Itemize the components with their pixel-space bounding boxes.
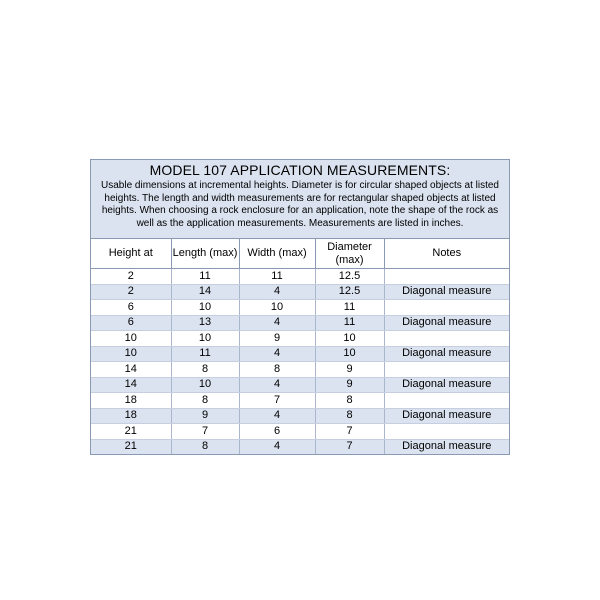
cell-length: 10: [171, 377, 239, 393]
measurements-sheet: [90, 159, 510, 455]
cell-length: 9: [171, 408, 239, 424]
table-row: [91, 284, 509, 300]
table-row: [91, 362, 509, 378]
cell-diameter: 8: [315, 408, 384, 424]
table-description: Usable dimensions at incremental heights. Diameter is for circular shaped objects at listed heights. The length and width measurements are for rectangular shaped objects at listed heights. When choosing a rock enclosure for an application, note the shape of the rock as well as the application measurements. Measurements are listed in inches.: [101, 180, 499, 229]
cell-width: 4: [239, 284, 315, 300]
cell-width: 4: [239, 346, 315, 362]
cell-notes: [384, 362, 509, 378]
cell-notes: [384, 331, 509, 347]
cell-length: 8: [171, 362, 239, 378]
cell-notes: [384, 393, 509, 409]
cell-height: 14: [91, 377, 171, 393]
table-row: [91, 424, 509, 440]
cell-height: 10: [91, 331, 171, 347]
cell-width: 9: [239, 331, 315, 347]
cell-width: 6: [239, 424, 315, 440]
cell-length: 8: [171, 439, 239, 454]
table-row: [91, 269, 509, 285]
column-header-length: Length (max): [171, 239, 239, 269]
cell-height: 14: [91, 362, 171, 378]
cell-height: 18: [91, 393, 171, 409]
table-row: [91, 408, 509, 424]
cell-width: 10: [239, 300, 315, 316]
cell-diameter: 11: [315, 300, 384, 316]
cell-height: 10: [91, 346, 171, 362]
cell-width: 4: [239, 315, 315, 331]
cell-notes: Diagonal measure: [384, 408, 509, 424]
table-row: [91, 331, 509, 347]
table-row: [91, 393, 509, 409]
cell-width: 4: [239, 439, 315, 454]
cell-notes: [384, 424, 509, 440]
cell-length: 7: [171, 424, 239, 440]
cell-notes: Diagonal measure: [384, 346, 509, 362]
cell-notes: Diagonal measure: [384, 284, 509, 300]
cell-notes: [384, 269, 509, 285]
cell-diameter: 10: [315, 346, 384, 362]
cell-notes: [384, 300, 509, 316]
column-header-notes: Notes: [384, 239, 509, 269]
cell-length: 11: [171, 346, 239, 362]
column-header-diameter: Diameter (max): [315, 239, 384, 269]
table-row: [91, 315, 509, 331]
cell-width: 4: [239, 377, 315, 393]
cell-notes: Diagonal measure: [384, 439, 509, 454]
cell-length: 10: [171, 300, 239, 316]
column-header-height: Height at: [91, 239, 171, 269]
cell-length: 13: [171, 315, 239, 331]
cell-width: 8: [239, 362, 315, 378]
cell-height: 2: [91, 284, 171, 300]
cell-diameter: 9: [315, 362, 384, 378]
cell-diameter: 8: [315, 393, 384, 409]
cell-height: 2: [91, 269, 171, 285]
cell-height: 18: [91, 408, 171, 424]
cell-width: 7: [239, 393, 315, 409]
table-title: MODEL 107 APPLICATION MEASUREMENTS:: [149, 162, 451, 178]
header-row: [91, 239, 509, 269]
cell-diameter: 12.5: [315, 269, 384, 285]
cell-notes: Diagonal measure: [384, 377, 509, 393]
table-row: [91, 439, 509, 454]
cell-diameter: 7: [315, 424, 384, 440]
cell-height: 21: [91, 424, 171, 440]
cell-width: 11: [239, 269, 315, 285]
measurements-table: [91, 239, 509, 454]
cell-length: 14: [171, 284, 239, 300]
column-header-width: Width (max): [239, 239, 315, 269]
cell-width: 4: [239, 408, 315, 424]
cell-diameter: 10: [315, 331, 384, 347]
cell-diameter: 7: [315, 439, 384, 454]
table-row: [91, 346, 509, 362]
table-heading: [91, 160, 509, 239]
cell-diameter: 9: [315, 377, 384, 393]
cell-length: 11: [171, 269, 239, 285]
table-row: [91, 300, 509, 316]
cell-height: 6: [91, 300, 171, 316]
cell-notes: Diagonal measure: [384, 315, 509, 331]
cell-length: 10: [171, 331, 239, 347]
cell-height: 6: [91, 315, 171, 331]
cell-diameter: 11: [315, 315, 384, 331]
table-row: [91, 377, 509, 393]
cell-diameter: 12.5: [315, 284, 384, 300]
cell-height: 21: [91, 439, 171, 454]
cell-length: 8: [171, 393, 239, 409]
table-body: [91, 269, 509, 455]
